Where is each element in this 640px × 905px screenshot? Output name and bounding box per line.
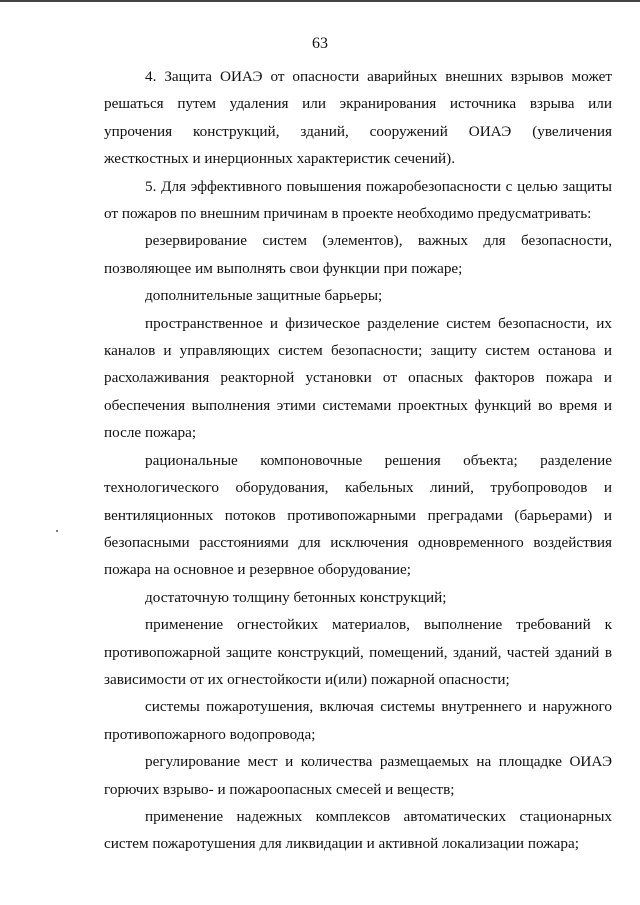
page-number: 63 bbox=[312, 35, 328, 52]
list-item-concrete-thickness: достаточную толщину бетонных конструкций; bbox=[145, 588, 447, 606]
list-item-fire-resistant-materials: применение огнестойких материалов, выполнение требований к противопожарной защите конструкций, помещений, зданий, частей зданий в зависимости от их огнестойкости и(или) пожарной опасности; bbox=[104, 616, 612, 688]
list-item-automatic-extinguishing: применение надежных комплексов автоматических стационарных систем пожаротушения для ликвидации и активной локализации пожара; bbox=[104, 807, 612, 853]
top-edge-rule bbox=[0, 0, 640, 2]
list-item-extinguishing-systems: системы пожаротушения, включая системы внутреннего и наружного противопожарного водопровода; bbox=[104, 698, 612, 743]
list-item-hazardous-substances: регулирование мест и количества размещаемых на площадке ОИАЭ горючих взрыво- и пожароопасных смесей и веществ; bbox=[104, 753, 612, 798]
document-body bbox=[104, 63, 612, 858]
list-item-separation: пространственное и физическое разделение систем безопасности, их каналов и управляющих систем безопасности; защиту систем останова и расхолаживания реакторной установки от опасных факторов пожара и обеспечения выполнения этими системами проектных функций во время и после пожара; bbox=[104, 314, 612, 442]
list-item-barriers: дополнительные защитные барьеры; bbox=[145, 287, 383, 305]
list-item-layout-solutions: рациональные компоновочные решения объекта; разделение технологического оборудования, кабельных линий, трубопроводов и вентиляционных потоков противопожарными преградами (барьерами) и безопасными расстояниями для исключения одновременного воздействия пожара на основное и резервное оборудование; bbox=[104, 451, 612, 579]
paragraph-fire-safety-intro: 5. Для эффективного повышения пожаробезопасности с целью защиты от пожаров по внешним причинам в проекте необходимо предусматривать: bbox=[104, 177, 612, 223]
paragraph-explosion-protection: 4. Защита ОИАЭ от опасности аварийных внешних взрывов может решаться путем удаления или экранирования источника взрыва или упрочения конструкций, зданий, сооружений ОИАЭ (увеличения жесткостных и инерционных характеристик сечений). bbox=[104, 68, 612, 168]
list-item-redundancy: резервирование систем (элементов), важных для безопасности, позволяющее им выполнять свои функции при пожаре; bbox=[104, 232, 612, 277]
scan-speck bbox=[56, 530, 58, 532]
